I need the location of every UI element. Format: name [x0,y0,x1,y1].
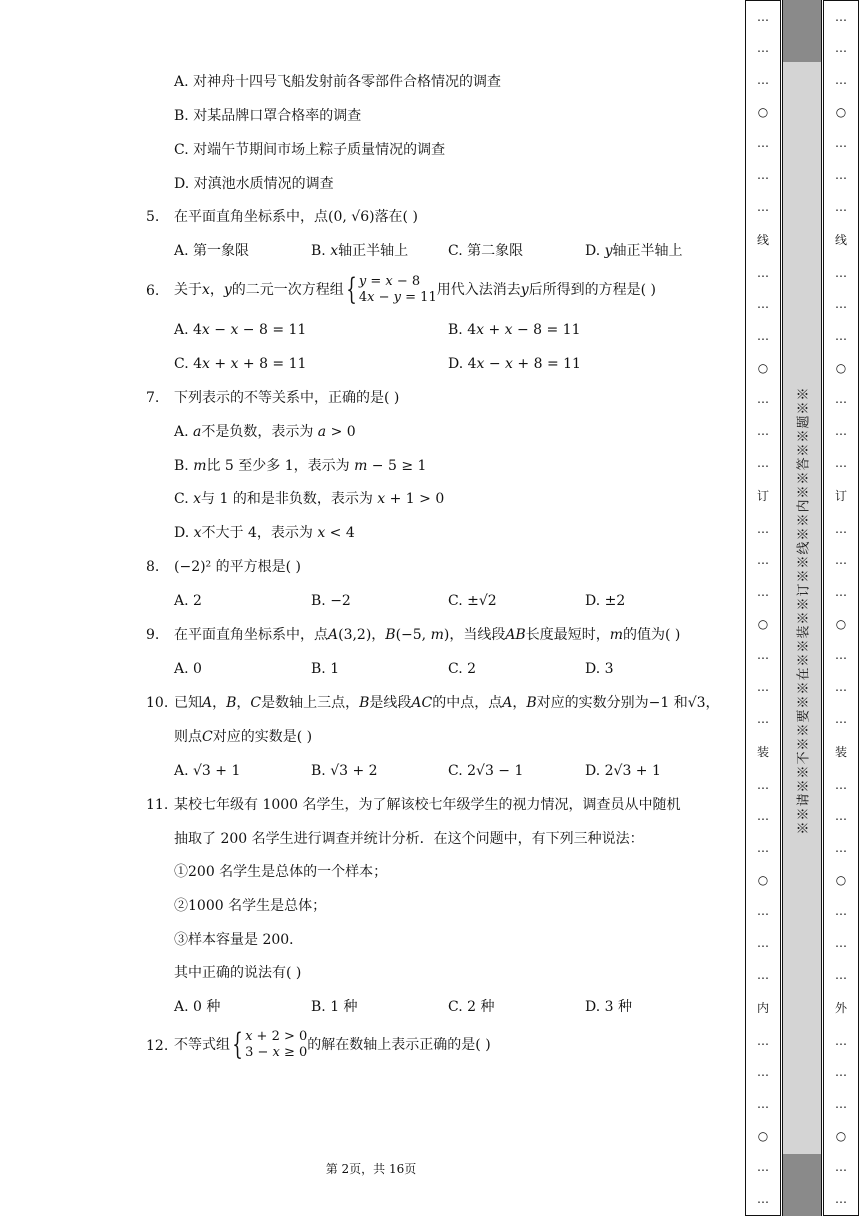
q5-option-d: D. 𝑦轴正半轴上 [585,243,683,259]
q4-option-a: A. 对神舟十四号飞船发射前各零部件合格情况的调查 [174,74,502,90]
q5-option-b: B. 𝑥轴正半轴上 [311,243,409,259]
outer-binding-mark: … [835,521,847,536]
q10-number: 10. [146,695,169,711]
inner-binding-mark: 装 [756,745,769,760]
inner-binding-mark: … [757,553,769,568]
outer-binding-mark: 订 [834,489,847,504]
inner-binding-mark: ○ [757,616,769,631]
q6-option-a: A. 4𝑥 − 𝑥 − 8 = 11 [174,322,307,338]
q6-eq1: 𝑦 = 𝑥 − 8 [358,274,421,289]
inner-binding-mark: 线 [756,233,769,248]
q6-text-b: 用代入法消去𝑦后所得到的方程是( ) [436,282,657,298]
warning-note [782,360,822,860]
q9-option-b: B. 1 [311,661,340,677]
outer-binding-mark: … [835,648,847,663]
inner-binding-mark: … [757,455,769,470]
inner-binding-mark: … [757,904,769,919]
outer-binding-mark: … [835,199,847,214]
outer-binding-mark: … [835,585,847,600]
inner-binding-mark: … [757,9,769,24]
outer-binding-mark: ○ [835,104,847,119]
outer-binding-mark: … [835,329,847,344]
inner-binding-mark: … [757,585,769,600]
outer-binding-mark: … [835,935,847,950]
inner-binding-mark: … [757,73,769,88]
q12-number: 12. [146,1038,169,1054]
inner-binding-mark: … [757,136,769,151]
q5-text-a: 在平面直角坐标系中，点 [174,209,328,225]
q5-option-c: C. 第二象限 [448,243,524,259]
q10-option-d: D. 2√3 + 1 [585,763,661,779]
inner-binding-mark: ○ [757,104,769,119]
outer-binding-mark: … [835,553,847,568]
outer-binding-mark: … [835,297,847,312]
q9-option-d: D. 3 [585,661,614,677]
q10-stem-line2: 则点𝐶对应的实数是( ) [174,729,313,745]
outer-binding-mark: ○ [835,872,847,887]
warning-text: ※※请※※不※※要※※在※※装※※订※※线※※内※※答※※题※※ [796,385,812,835]
outer-binding-mark: … [835,455,847,470]
outer-binding-mark: 线 [834,233,847,248]
q8-option-b: B. −2 [311,593,351,609]
outer-binding-mark: … [835,904,847,919]
q12-text-a: 不等式组 [174,1037,230,1053]
outer-binding-mark: … [835,167,847,182]
q9-number: 9. [146,627,160,643]
inner-binding-mark: … [757,1097,769,1112]
inner-binding-mark: 内 [756,1001,769,1016]
inner-binding-mark: ○ [757,1128,769,1143]
q7-option-d: D. 𝑥不大于 4，表示为 𝑥 < 4 [174,525,355,541]
inner-binding-mark: … [757,777,769,792]
inner-binding-mark: … [757,679,769,694]
q9-stem: 在平面直角坐标系中，点𝐴(3,2)，𝐵(−5, 𝑚)，当线段𝐴𝐵长度最短时，𝑚的值为( ) [174,627,681,643]
q11-option-a: A. 0 种 [174,999,221,1015]
outer-binding-mark: … [835,136,847,151]
outer-binding-mark: … [835,1191,847,1206]
outer-binding-mark: … [835,1160,847,1175]
inner-binding-mark: 订 [756,489,769,504]
q7-option-a: A. 𝑎不是负数，表示为 𝑎 > 0 [174,424,356,440]
q8-stem: (−2)² 的平方根是( ) [174,559,301,575]
inner-binding-mark: … [757,935,769,950]
outer-binding-mark: … [835,1097,847,1112]
q12-eq1: 𝑥 + 2 > 0 [245,1029,308,1044]
inner-binding-mark: … [757,167,769,182]
outer-binding-mark: … [835,392,847,407]
inner-binding-mark: … [757,1160,769,1175]
q11-option-d: D. 3 种 [585,999,632,1015]
q12-brace-icon: { [232,1027,243,1062]
q10-option-b: B. √3 + 2 [311,763,378,779]
outer-binding-mark: … [835,967,847,982]
outer-binding-mark: 装 [834,745,847,760]
q9-option-a: A. 0 [174,661,202,677]
inner-binding-mark: ○ [757,872,769,887]
q5-stem [174,207,418,227]
q4-option-b: B. 对某品牌口罩合格率的调查 [174,108,362,124]
q10-stem-line1: 已知𝐴，𝐵，𝐶是数轴上三点，𝐵是线段𝐴𝐶的中点，点𝐴，𝐵对应的实数分别为−1 和√3， [174,695,720,711]
inner-binding-mark: … [757,265,769,280]
outer-binding-mark: … [835,73,847,88]
q7-option-b: B. 𝑚比 5 至少多 1，表示为 𝑚 − 5 ≥ 1 [174,458,427,474]
q11-option-c: C. 2 种 [448,999,495,1015]
q5-option-a: A. 第一象限 [174,243,250,259]
q5-number: 5. [146,209,160,225]
outer-binding-mark: … [835,679,847,694]
q11-option-b: B. 1 种 [311,999,358,1015]
inner-binding-mark: … [757,1033,769,1048]
inner-binding-mark: … [757,648,769,663]
inner-binding-mark: ○ [757,360,769,375]
outer-binding-mark: … [835,809,847,824]
outer-binding-mark: … [835,777,847,792]
outer-binding-mark: … [835,711,847,726]
outer-binding-mark: 外 [834,1001,847,1016]
q7-stem: 下列表示的不等关系中，正确的是( ) [174,390,400,406]
warning-strip-bottom-cap [783,1154,821,1216]
q6-option-d: D. 4𝑥 − 𝑥 + 8 = 11 [448,356,581,372]
q12-eq2: 3 − 𝑥 ≥ 0 [245,1045,308,1060]
inner-binding-mark: … [757,1065,769,1080]
q10-option-a: A. √3 + 1 [174,763,241,779]
q11-stem-line2: 抽取了 200 名学生进行调查并统计分析．在这个问题中，有下列三种说法： [174,831,644,847]
q11-statement-2: ②1000 名学生是总体； [174,898,327,914]
q6-stem [174,270,656,310]
outer-binding-strip [823,0,859,1216]
inner-binding-mark: … [757,199,769,214]
page-footer: 第 2页，共 16页 [325,1162,417,1176]
inner-binding-mark: … [757,809,769,824]
q6-option-b: B. 4𝑥 + 𝑥 − 8 = 11 [448,322,581,338]
q12-system [245,1029,307,1061]
q7-option-c: C. 𝑥与 1 的和是非负数，表示为 𝑥 + 1 > 0 [174,491,445,507]
q12-text-b: 的解在数轴上表示正确的是( ) [307,1037,491,1053]
q8-option-c: C. ±√2 [448,593,497,609]
q11-question: 其中正确的说法有( ) [174,965,302,981]
inner-binding-mark: … [757,392,769,407]
q6-eq2: 4𝑥 − 𝑦 = 11 [358,290,437,305]
q8-number: 8. [146,559,160,575]
q11-statement-1: ①200 名学生是总体的一个样本； [174,864,388,880]
q4-option-d: D. 对滇池水质情况的调查 [174,176,334,192]
inner-binding-marks [746,1,780,1215]
q12-stem [174,1025,491,1065]
q4-option-c: C. 对端午节期间市场上粽子质量情况的调查 [174,142,446,158]
q11-statement-3: ③样本容量是 200． [174,932,304,948]
q8-option-d: D. ±2 [585,593,626,609]
inner-binding-mark: … [757,967,769,982]
outer-binding-mark: ○ [835,360,847,375]
q5-text-b: 落在( ) [374,209,418,225]
outer-binding-mark: … [835,41,847,56]
q5-point: (0, √6) [328,209,375,225]
q8-option-a: A. 2 [174,593,202,609]
inner-binding-mark: … [757,711,769,726]
inner-binding-mark: … [757,521,769,536]
outer-binding-mark: … [835,9,847,24]
q6-number: 6. [146,283,160,299]
outer-binding-mark: … [835,841,847,856]
inner-binding-mark: … [757,841,769,856]
inner-binding-mark: … [757,1191,769,1206]
q6-system [359,274,437,306]
inner-binding-mark: … [757,41,769,56]
inner-binding-mark: … [757,297,769,312]
outer-binding-mark: … [835,1065,847,1080]
outer-binding-mark: … [835,423,847,438]
inner-binding-strip [745,0,781,1216]
outer-binding-mark: … [835,1033,847,1048]
q11-number: 11. [146,797,169,813]
q10-option-c: C. 2√3 − 1 [448,763,524,779]
inner-binding-mark: … [757,329,769,344]
warning-strip-top-cap [783,0,821,62]
outer-binding-marks [824,1,858,1215]
outer-binding-mark: ○ [835,1128,847,1143]
inner-binding-mark: … [757,423,769,438]
q11-stem-line1: 某校七年级有 1000 名学生，为了解该校七年级学生的视力情况，调查员从中随机 [174,797,681,813]
outer-binding-mark: … [835,265,847,280]
outer-binding-mark: ○ [835,616,847,631]
q6-text-a: 关于𝑥，𝑦的二元一次方程组 [174,282,344,298]
q7-number: 7. [146,390,160,406]
q6-brace-icon: { [346,272,357,307]
q9-option-c: C. 2 [448,661,477,677]
q6-option-c: C. 4𝑥 + 𝑥 + 8 = 11 [174,356,307,372]
